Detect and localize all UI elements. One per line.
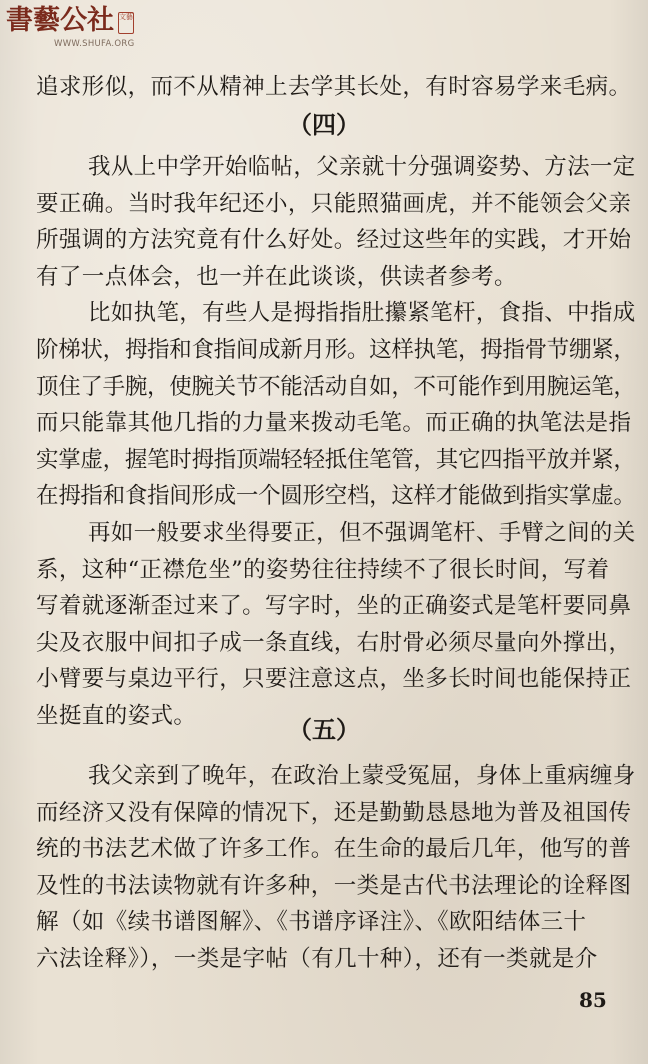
text-line: 我父亲到了晚年，在政治上蒙受冤屈，身体上重病缠身 [88, 763, 636, 789]
text-block-section-5 [36, 758, 636, 978]
text-line: 追求形似，而不从精神上去学其长处，有时容易学来毛病。 [36, 74, 632, 100]
text-line: 比如执笔，有些人是拇指指肚攥紧笔杆，食指、中指成 [88, 300, 636, 327]
text-block-top [36, 69, 636, 106]
watermark-url: WWW.SHUFA.ORG [54, 39, 135, 49]
text-line: 所强调的方法究竟有什么好处。经过这些年的实践，才开始 [36, 227, 632, 254]
site-watermark [6, 6, 134, 52]
text-line: 实掌虚，握笔时拇指顶端轻轻抵住笔管，其它四指平放并紧， [36, 446, 636, 473]
text-line: 在拇指和食指间形成一个圆形空档，这样才能做到指实掌虚。 [36, 483, 636, 510]
text-line: 六法诠释》），一类是字帖（有几十种），还有一类就是介 [36, 945, 598, 972]
text-line: 有了一点体会，也一并在此谈谈，供读者参考。 [36, 263, 517, 290]
page-number: 85 [579, 988, 607, 1012]
text-block-section-4 [36, 149, 636, 735]
text-line: 再如一般要求坐得要正，但不强调笔杆、手臂之间的关 [88, 519, 636, 546]
text-line: 顶住了手腕，使腕关节不能活动自如，不可能作到用腕运笔， [36, 373, 636, 400]
text-line: 解（如《续书谱图解》、《书谱序译注》、《欧阳结体三十 [36, 909, 587, 936]
text-line: 而经济又没有保障的情况下，还是勤勤恳恳地为普及祖国传 [36, 799, 632, 826]
text-line: 小臂要与桌边平行，只要注意这点，坐多长时间也能保持正 [36, 666, 632, 693]
watermark-logo-text: 書藝公社 [6, 5, 114, 36]
text-line: 坐挺直的姿式。 [36, 702, 197, 729]
text-line: 尖及衣服中间扣子成一条直线，右肘骨必须尽量向外撑出， [36, 629, 632, 656]
section-heading-4: （四） [288, 110, 360, 139]
text-line: 写着就逐渐歪过来了。写字时，坐的正确姿式是笔杆要同鼻 [36, 593, 632, 620]
text-line: 我从上中学开始临帖，父亲就十分强调姿势、方法一定 [88, 154, 636, 180]
text-line: 阶梯状，拇指和食指间成新月形。这样执笔，拇指骨节绷紧， [36, 336, 636, 363]
text-line: 统的书法艺术做了许多工作。在生命的最后几年，他写的普 [36, 836, 632, 863]
text-line: 系，这种“正襟危坐”的姿势往往持续不了很长时间，写着 [36, 556, 610, 583]
watermark-seal-icon: 文藝 [118, 12, 134, 34]
text-line: 要正确。当时我年纪还小，只能照猫画虎，并不能领会父亲 [36, 190, 632, 217]
section-heading-5: （五） [288, 715, 360, 744]
text-line: 及性的书法读物就有许多种，一类是古代书法理论的诠释图 [36, 872, 632, 899]
text-line: 而只能靠其他几指的力量来拨动毛笔。而正确的执笔法是指 [36, 410, 632, 437]
